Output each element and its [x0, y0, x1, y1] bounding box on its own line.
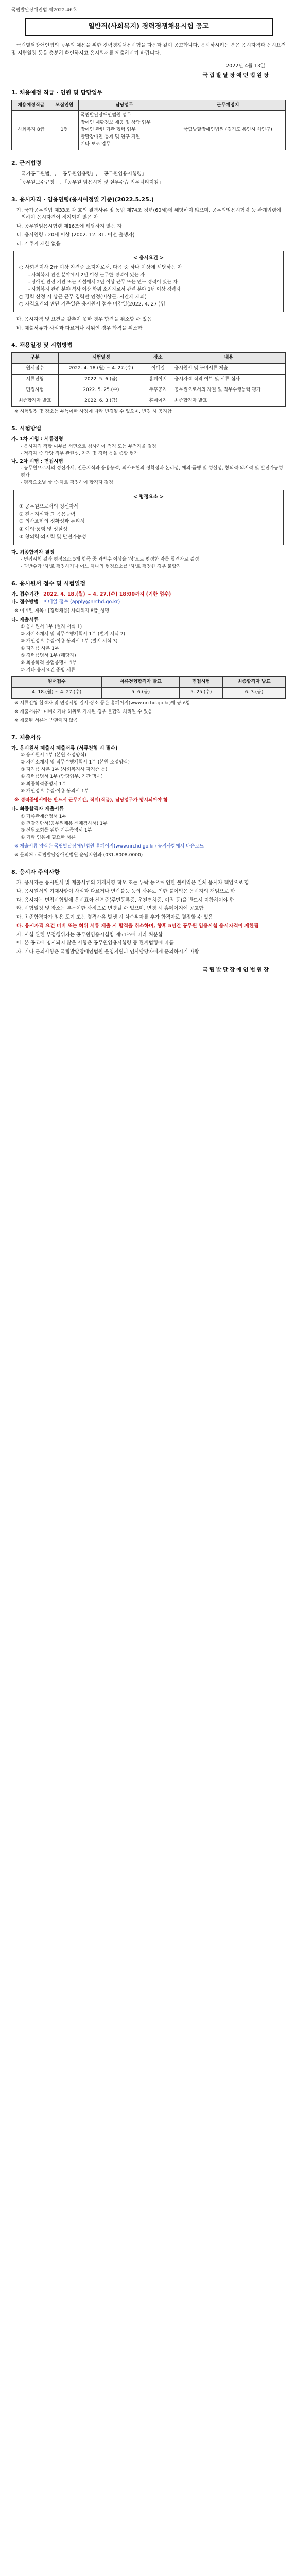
caution-item: 라. 시험일정 및 장소는 부득이한 사정으로 변경될 수 있으며, 변경 시 홈페이지에 공고함 — [16, 906, 204, 912]
application-method: 나. 접수방법 : 이메일 접수 (apply@nrchd.go.kr) — [11, 599, 120, 605]
doc-item: ⑦ 기타 응시요건 증빙 서류 — [21, 667, 76, 673]
exam-method-item: - 평정요소별 상·중·하로 평정하여 합격자 결정 — [21, 480, 113, 486]
requirements-title: < 응시요건 > — [133, 255, 164, 261]
section-7-heading: 7. 제출서류 — [11, 734, 42, 741]
eligibility-extra-item: 마. 응시자격 및 요건을 갖추지 못한 경우 합격을 취소할 수 있음 — [16, 316, 152, 323]
caution-item: 아. 본 공고에 명시되지 않은 사항은 공무원임용시험령 등 관계법령에 따름 — [16, 940, 174, 946]
positions-table — [11, 100, 286, 151]
position-location: 국립발달장애인법원 (경기도 용인시 처인구) — [170, 111, 286, 150]
section-2-heading: 2. 근거법령 — [11, 160, 42, 167]
notice-intro: 국립발달장애인법의 공무원 채용을 위한 경력경쟁채용시험을 다음과 같이 공고합니다. 응시하시려는 분은 응시자격과 응시요건 및 시험일정 등을 충분히 확인하시고 응시원서를 제출하시기 바랍니다. — [11, 43, 286, 56]
evaluation-item: ① 공무원으로서의 정신자세 — [19, 503, 79, 510]
pass-rule: - 과반수가 '하'로 평정하거나 어느 하나의 평정요소를 '하'로 평정한 경우 불합격 — [21, 564, 181, 570]
evaluation-box — [13, 490, 284, 545]
schedule-cell: 5. 6.(금) — [102, 687, 180, 698]
date-cell: 2022. 4. 18.(월) ~ 4. 27.(수) — [58, 364, 144, 375]
final-doc-item: ① 가족관계증명서 1부 — [21, 814, 67, 819]
submission-red-note: ※ 경력증명서에는 반드시 근무기간, 직위(직급), 담당업무가 명시되어야 함 — [14, 797, 168, 803]
exam-method-item: 나. 2차 시험 : 면접시험 — [11, 458, 63, 464]
submission-intro: 가. 응시원서 제출시 제출서류 (서류전형 시 필수) — [11, 745, 118, 751]
requirement-line: ○ 자격요건의 판단 기준일은 응시원서 접수 마감일(2022. 4. 27.)임 — [19, 301, 165, 308]
section-5-heading: 5. 시험방법 — [11, 425, 42, 432]
caution-item: 다. 응시자는 면접시험일에 응시표와 신분증(주민등록증, 운전면허증, 여권 등)을 반드시 지참하여야 함 — [16, 897, 234, 903]
notice-issuer: 국립발달장애인법원장 — [202, 72, 270, 79]
eligibility-item: 다. 응시연령 : 20세 이상 (2002. 12. 31. 이전 출생자) — [16, 232, 135, 238]
application-period: 가. 접수기간 : 2022. 4. 18.(월) ~ 4. 27.(수) 18:00까지 (기한 엄수) — [11, 591, 171, 598]
stage-cell: 원서접수 — [12, 364, 59, 375]
download-note: ※ 제출서류 양식은 국립발달장애인법원 홈페이지(www.nrchd.go.kr) 공지사항에서 다운로드 — [14, 844, 204, 850]
section-4-heading: 4. 채용일정 및 시험방법 — [11, 342, 73, 349]
docs-label: 다. 제출서류 — [11, 617, 39, 623]
col-apply: 원서접수 — [12, 676, 102, 687]
notice-date: 2022년 4월 13일 — [226, 63, 265, 69]
doc-item: ⑤ 경력증명서 1부 (해당자) — [21, 653, 76, 659]
col-date: 시험일정 — [58, 353, 144, 364]
table-row — [12, 687, 286, 698]
exam-method-item: 가. 1차 시험 : 서류전형 — [11, 436, 63, 443]
content-cell: 응시원서 및 구비서류 제출 — [172, 364, 285, 375]
place-cell: 추후공지 — [144, 385, 172, 396]
table-row — [12, 375, 286, 385]
notice-title: 일반직(사회복지) 경력경쟁채용시험 공고 — [25, 18, 273, 36]
warning-note: ※ 서류전형 합격자 및 면접시험 일시·장소 등은 홈페이지(www.nrchd.go.kr)에 공고함 — [14, 700, 190, 706]
col-location: 근무예정지 — [170, 100, 286, 111]
caution-item: 마. 최종합격자가 임용 포기 또는 결격사유 발생 시 차순위자를 추가 합격자로 결정할 수 있음 — [16, 914, 213, 921]
law-item: 「국가공무원법」, 「공무원임용령」, 「공무원임용시험령」 — [16, 171, 147, 177]
requirement-line: ○ 사회복지사 2급 이상 자격증 소지자로서, 다음 중 하나 이상에 해당하는 자 — [19, 265, 182, 271]
evaluation-item: ③ 의사표현의 정확성과 논리성 — [19, 519, 85, 525]
col-count: 모집인원 — [50, 100, 78, 111]
date-cell: 2022. 5. 25.(수) — [58, 385, 144, 396]
content-cell: 응시자격 적격 여부 및 서류 심사 — [172, 375, 285, 385]
requirement-line: - 사회복지 관련 분야 석사 이상 학위 소지자로서 관련 분야 1년 이상 경력자 — [28, 286, 181, 292]
final-doc-item: ③ 신원조회를 위한 기본증명서 1부 — [21, 828, 92, 834]
submission-item: ③ 자격증 사본 1부 (사회복지사 자격증 등) — [21, 767, 108, 773]
email-subject-note: ※ 이메일 제목 : [경력채용] 사회복지 8급_성명 — [14, 608, 110, 614]
exam-method-list — [11, 436, 286, 487]
col-grade: 채용예정직급 — [12, 100, 50, 111]
period-label: 가. 접수기간 — [11, 591, 39, 598]
content-cell: 최종합격자 발표 — [172, 396, 285, 407]
contact-note: ※ 문의처 : 국립발달장애인법원 운영지원과 (031-8008-0000) — [14, 853, 143, 858]
caution-item: 자. 기타 문의사항은 국립발달장애인법원 운영지원과 인사담당자에게 문의하시기 바람 — [16, 949, 199, 955]
doc-item: ④ 자격증 사본 1부 — [21, 646, 59, 652]
footer-issuer: 국립발달장애인법원장 — [202, 966, 270, 973]
col-content: 내용 — [172, 353, 285, 364]
exam-method-item: - 적격자 중 담당 직무 관련성, 자격 및 경력 등을 종합 평가 — [21, 451, 138, 456]
col-duties: 담당업무 — [78, 100, 170, 111]
schedule-cell: 4. 18.(월) ~ 4. 27.(수) — [12, 687, 102, 698]
doc-item: ③ 개인정보 수집·이용 동의서 1부 (별지 서식 3) — [21, 639, 118, 645]
duty-item: 기타 보조 업무 — [80, 142, 111, 147]
requirements-box — [13, 251, 284, 312]
doc-item: ⑥ 최종학력 졸업증명서 1부 — [21, 660, 77, 666]
warning-note: ※ 제출된 서류는 반환하지 않음 — [14, 718, 78, 723]
stage-cell: 면접시험 — [12, 385, 59, 396]
period-value: 2022. 4. 18.(월) ~ 4. 27.(수) 18:00까지 (기한 엄수) — [43, 591, 171, 598]
final-doc-item: ② 건강진단서(공무원채용 신체검사서) 1부 — [21, 821, 108, 826]
final-doc-item: ④ 기타 임용에 필요한 서류 — [21, 835, 76, 841]
submission-item: ④ 경력증명서 1부 (담당업무, 기간 명시) — [21, 774, 103, 780]
date-cell: 2022. 6. 3.(금) — [58, 396, 144, 407]
requirement-line: - 사회복지 관련 분야에서 2년 이상 근무한 경력이 있는 자 — [28, 272, 145, 278]
eligibility-item: 나. 공무원임용시험령 제16조에 해당하지 않는 자 — [16, 224, 122, 230]
exam-method-item: - 공무원으로서의 정신자세, 전문지식과 응용능력, 의사표현의 정확성과 논리성, 예의·품행 및 성실성, 창의력·의지력 및 발전가능성 평가 — [21, 466, 283, 479]
caution-item: 사. 시험 관련 부정행위자는 공무원임용시험령 제51조에 따라 처분함 — [16, 931, 163, 938]
eligibility-item: 라. 거주지 제한 없음 — [16, 241, 61, 247]
table-row — [12, 396, 286, 407]
doc-item: ① 응시원서 1부 (별지 서식 1) — [21, 624, 82, 630]
method-label: 나. 접수방법 — [11, 599, 39, 605]
section-6-heading: 6. 응시원서 접수 및 시험일정 — [11, 580, 86, 587]
requirement-line: ○ 경력 산정 시 상근 근무 경력만 인정(비상근, 시간제 제외) — [19, 294, 147, 300]
evaluation-item: ④ 예의·품행 및 성실성 — [19, 527, 68, 533]
pass-rule: - 면접시험 결과 평정요소 5개 항목 중 과반수 이상을 '상'으로 평정한 자를 합격자로 결정 — [21, 557, 199, 563]
col-stage: 구분 — [12, 353, 59, 364]
duty-item: 국립발달장애인법원 업무 — [80, 113, 131, 118]
schedule-summary-table — [11, 676, 286, 699]
content-cell: 공무원으로서의 자질 및 직무수행능력 평가 — [172, 385, 285, 396]
position-duties — [78, 111, 170, 150]
requirement-line: - 장애인 관련 기관 또는 시설에서 2년 이상 근무 또는 연구 경력이 있는 자 — [28, 279, 178, 285]
col-doc-result: 서류전형합격자 발표 — [102, 676, 180, 687]
col-place: 장소 — [144, 353, 172, 364]
position-count: 1명 — [50, 111, 78, 150]
duty-item: 장애인 재활정보 제공 및 상담 업무 — [80, 120, 151, 126]
eligibility-extra-list — [11, 316, 286, 332]
date-cell: 2022. 5. 6.(금) — [58, 375, 144, 385]
eligibility-extra-item: 바. 제출서류가 사실과 다르거나 허위인 경우 합격을 취소함 — [16, 325, 143, 331]
position-row — [12, 111, 286, 150]
position-grade: 사회복지 8급 — [12, 111, 50, 150]
evaluation-title: < 평정요소 > — [133, 494, 164, 500]
submission-item: ⑥ 개인정보 수집·이용 동의서 1부 — [21, 789, 89, 794]
caution-list — [11, 879, 286, 956]
duty-item: 장애인 관련 기관 협력 업무 — [80, 127, 136, 133]
submission-item: ① 응시원서 1부 (본원 소정양식) — [21, 753, 86, 758]
caution-item: 가. 응시자는 응시원서 및 제출서류의 기재사항 착오 또는 누락 등으로 인한 불이익은 일체 응시자 책임으로 함 — [16, 880, 250, 886]
place-cell: 이메일 — [144, 364, 172, 375]
place-cell: 홈페이지 — [144, 375, 172, 385]
evaluation-item: ② 전문지식과 그 응용능력 — [19, 511, 76, 517]
warning-note: ※ 제출서류가 미비하거나 허위로 기재된 경우 불합격 처리될 수 있음 — [14, 709, 153, 715]
law-list — [11, 171, 286, 187]
caution-item: 바. 응시자격 요건 미비 또는 허위 서류 제출 시 합격을 취소하며, 향후 5년간 공무원 임용시험 응시자격이 제한됨 — [16, 923, 259, 929]
schedule-detail-table — [11, 352, 286, 407]
schedule-cell: 5. 25.(수) — [180, 687, 223, 698]
section-3-heading: 3. 응시자격 · 임용연령(응시예정일 기준)(2022.5.25.) — [11, 196, 154, 203]
stage-cell: 서류전형 — [12, 375, 59, 385]
submission-item: ② 자기소개서 및 직무수행계획서 1부 (본원 소정양식) — [21, 760, 130, 766]
doc-item: ② 자기소개서 및 직무수행계획서 1부 (별지 서식 2) — [21, 632, 126, 637]
col-interview: 면접시험 — [180, 676, 223, 687]
schedule-cell: 6. 3.(금) — [223, 687, 286, 698]
caution-item: 나. 응시원서의 기재사항이 사실과 다르거나 연락불능 등의 사유로 인한 불이익은 응시자의 책임으로 함 — [16, 889, 235, 894]
table-row — [12, 385, 286, 396]
col-final: 최종합격자 발표 — [223, 676, 286, 687]
submission-item: ⑤ 최종학력증명서 1부 — [21, 782, 67, 787]
table-row — [12, 364, 286, 375]
pass-rule: 다. 최종합격자 결정 — [11, 549, 55, 555]
duty-item: 발달장애인 통계 및 연구 지원 — [80, 134, 141, 140]
notice-page — [0, 0, 297, 997]
section-8-heading: 8. 응시자 주의사항 — [11, 869, 60, 876]
schedule-note: ※ 시험일정 및 장소는 부득이한 사정에 따라 변경될 수 있으며, 변경 시 공지함 — [14, 409, 172, 415]
stage-cell: 최종합격자 발표 — [12, 396, 59, 407]
exam-method-item: - 응시자격 적합 여부를 서면으로 심사하여 적격 또는 부적격을 결정 — [21, 444, 156, 449]
law-item: 「공무원보수규정」, 「공무원 임용시험 및 실무수습 업무처리지침」 — [16, 179, 164, 185]
eligibility-item: 가. 국가공무원법 제33조 각 호의 결격사유 및 동법 제74조 정년(60세)에 해당하지 않으며, 공무원임용시험령 등 관계법령에 의하여 응시자격이 정지되지 않은 자 — [16, 207, 282, 221]
place-cell: 홈페이지 — [144, 396, 172, 407]
eligibility-list — [11, 207, 286, 248]
pass-rules — [11, 549, 286, 571]
notice-number: 국립발달장애인법 제2022-46호 — [11, 8, 77, 13]
final-docs-label: 나. 최종합격자 제출서류 — [11, 806, 64, 812]
method-value[interactable]: 이메일 접수 (apply@nrchd.go.kr) — [43, 599, 120, 605]
evaluation-item: ⑤ 창의력·의지력 및 발전가능성 — [19, 534, 86, 540]
section-1-heading: 1. 채용예정 직급 · 인원 및 담당업무 — [11, 89, 103, 96]
